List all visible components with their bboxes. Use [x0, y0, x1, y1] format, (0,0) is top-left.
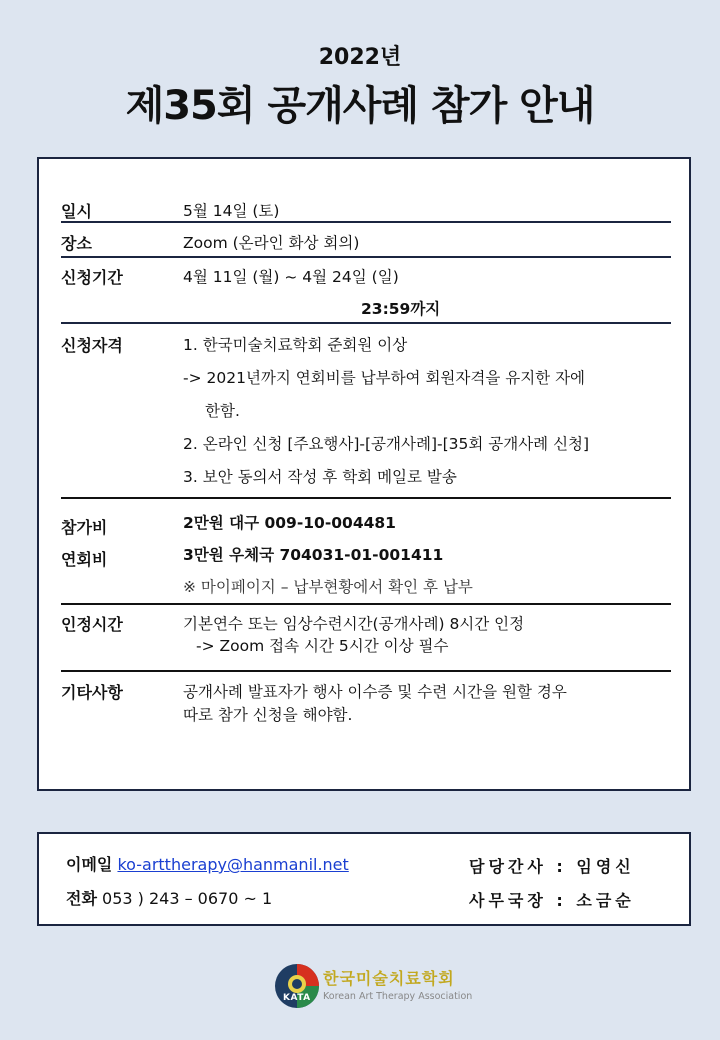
staff-manager: 담당간사 : 임영신: [469, 857, 635, 876]
fee-note: ※ 마이페이지 – 납부현황에서 확인 후 납부: [183, 578, 473, 596]
qualification-label: 신청자격: [61, 336, 123, 355]
place-label: 장소: [61, 234, 92, 253]
staff-secretary: 사무국장 : 소금순: [469, 891, 635, 910]
qualification-line: 2. 온라인 신청 [주요행사]-[공개사례]-[35회 공개사례 신청]: [183, 435, 590, 453]
date-value: 5월 14일 (토): [183, 202, 280, 220]
period-time: 23:59까지: [361, 300, 441, 318]
divider: [61, 670, 671, 672]
qualification-line: 3. 보안 동의서 작성 후 학회 메일로 발송: [183, 468, 457, 486]
qualification-line: 1. 한국미술치료학회 준회원 이상: [183, 336, 408, 354]
logo-name-ko: 한국미술치료학회: [323, 969, 455, 988]
logo-abbr: KATA: [283, 993, 311, 1003]
email-line: [66, 852, 349, 875]
date-label: 일시: [61, 202, 92, 221]
email-label: 이메일: [66, 855, 113, 874]
divider: [61, 497, 671, 499]
qualification-line: -> 2021년까지 연회비를 납부하여 회원자격을 유지한 자에: [183, 369, 586, 387]
etc-line: 공개사례 발표자가 행사 이수증 및 수련 시간을 원할 경우: [183, 683, 567, 701]
annual-fee-value: 3만원 우체국 704031-01-001411: [183, 546, 444, 564]
phone-line: [66, 886, 272, 909]
fee-value: 2만원 대구 009-10-004481: [183, 514, 396, 532]
divider: [61, 603, 671, 605]
period-value: 4월 11일 (월) ~ 4월 24일 (일): [183, 268, 399, 286]
divider: [61, 256, 671, 258]
annual-fee-label: 연회비: [61, 550, 108, 569]
fee-label: 참가비: [61, 518, 108, 537]
certification-line: -> Zoom 접속 시간 5시간 이상 필수: [196, 637, 449, 655]
place-value: Zoom (온라인 화상 회의): [183, 234, 360, 252]
certification-line: 기본연수 또는 임상수련시간(공개사례) 8시간 인정: [183, 615, 525, 633]
certification-label: 인정시간: [61, 615, 123, 634]
qualification-line: 한함.: [205, 402, 240, 420]
divider: [61, 221, 671, 223]
logo-name-en: Korean Art Therapy Association: [323, 991, 473, 1002]
phone-label: 전화: [66, 889, 97, 908]
phone-value: 053 ) 243 – 0670 ~ 1: [102, 889, 273, 908]
contact-panel: [37, 832, 691, 926]
page-title: 제35회 공개사례 참가 안내: [125, 83, 595, 129]
email-link[interactable]: ko-arttherapy@hanmanil.net: [117, 855, 349, 874]
divider: [61, 322, 671, 324]
association-logo: [273, 962, 473, 1012]
info-panel: [37, 157, 691, 791]
etc-line: 따로 참가 신청을 해야함.: [183, 706, 353, 724]
title-year: 2022년: [318, 45, 402, 70]
period-label: 신청기간: [61, 268, 123, 287]
etc-label: 기타사항: [61, 683, 123, 702]
